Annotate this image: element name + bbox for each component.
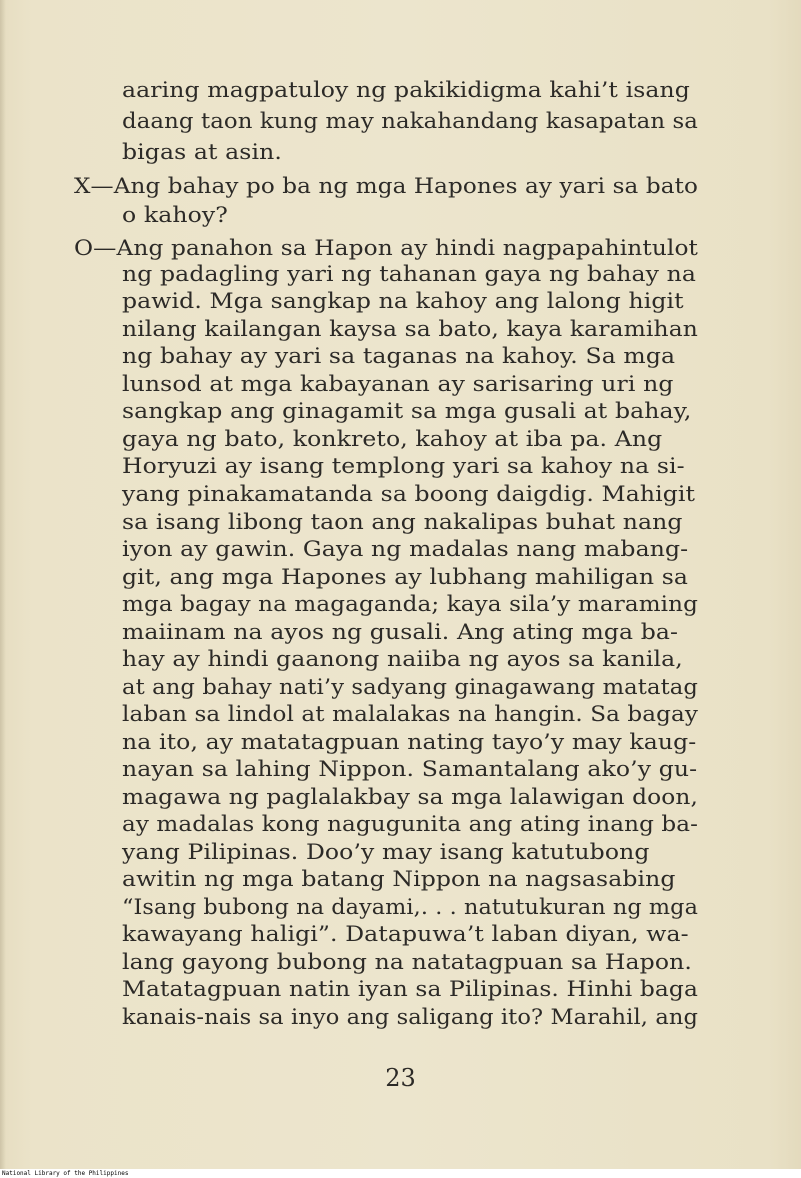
text-line: hay ay hindi gaanong naiiba ng ayos sa kanila, [122, 647, 683, 671]
text-line: Horyuzi ay isang templong yari sa kahoy na si- [122, 454, 685, 478]
text-line: git, ang mga Hapones ay lubhang mahiligan sa [122, 565, 689, 589]
text-line: gaya ng bato, konkreto, kahoy at iba pa. Ang [122, 427, 663, 451]
text-line: laban sa lindol at malalakas na hangin. Sa bagay [122, 702, 699, 726]
question-line: X—Ang bahay po ba ng mga Hapones ay yari sa bato [74, 174, 698, 198]
text-line: nilang kailangan kaysa sa bato, kaya karamihan [122, 317, 699, 341]
text-line: pawid. Mga sangkap na kahoy ang lalong higit [122, 289, 684, 313]
text-line: maiinam na ayos ng gusali. Ang ating mga ba- [122, 620, 679, 644]
text-line: awitin ng mga batang Nippon na nagsasabing [122, 867, 676, 891]
text-line: kanais-nais sa inyo ang saligang ito? Marahil, ang [122, 1005, 698, 1029]
text-line: daang taon kung may nakahandang kasapatan sa [122, 109, 698, 133]
text-line: na ito, ay matatagpuan nating tayo’y may kaug- [122, 730, 697, 754]
answer-line: O—Ang panahon sa Hapon ay hindi nagpapahintulot [74, 236, 699, 260]
text-line: mga bagay na magaganda; kaya sila’y maraming [122, 592, 698, 616]
page-number: 23 [385, 1064, 416, 1092]
text-line: kawayang haligi”. Datapuwa’t laban diyan, wa- [122, 922, 689, 946]
text-line: Matatagpuan natin iyan sa Pilipinas. Hinhi baga [122, 977, 699, 1001]
page-gutter-shadow [0, 0, 6, 1169]
text-line: lunsod at mga kabayanan ay sarisaring uri ng [122, 372, 674, 396]
text-line: magawa ng paglalakbay sa mga lalawigan doon, [122, 785, 699, 809]
text-line: sa isang libong taon ang nakalipas buhat nang [122, 510, 683, 534]
text-line: sangkap ang ginagamit sa mga gusali at bahay, [122, 399, 692, 423]
text-line: bigas at asin. [122, 140, 282, 164]
library-credit: National Library of the Philippines [2, 1170, 129, 1177]
text-line: ay madalas kong nagugunita ang ating inang ba- [122, 812, 699, 836]
text-line: nayan sa lahing Nippon. Samantalang ako’y gu- [122, 757, 698, 781]
text-line: ng padagling yari ng tahanan gaya ng bahay na [122, 262, 697, 286]
text-line: yang Pilipinas. Doo’y may isang katutubong [122, 840, 650, 864]
text-line: lang gayong bubong na natatagpuan sa Hapon. [122, 950, 692, 974]
text-line: yang pinakamatanda sa boong daigdig. Mahigit [122, 482, 696, 506]
text-line: at ang bahay nati’y sadyang ginagawang matatag [122, 675, 699, 699]
text-line: “Isang bubong na dayami,. . . natutukuran ng mga [122, 895, 698, 919]
text-line: o kahoy? [122, 203, 229, 227]
text-line: aaring magpatuloy ng pakikidigma kahi’t isang [122, 78, 690, 102]
text-line: iyon ay gawin. Gaya ng madalas nang mabang- [122, 537, 689, 561]
text-line: ng bahay ay yari sa taganas na kahoy. Sa mga [122, 344, 676, 368]
